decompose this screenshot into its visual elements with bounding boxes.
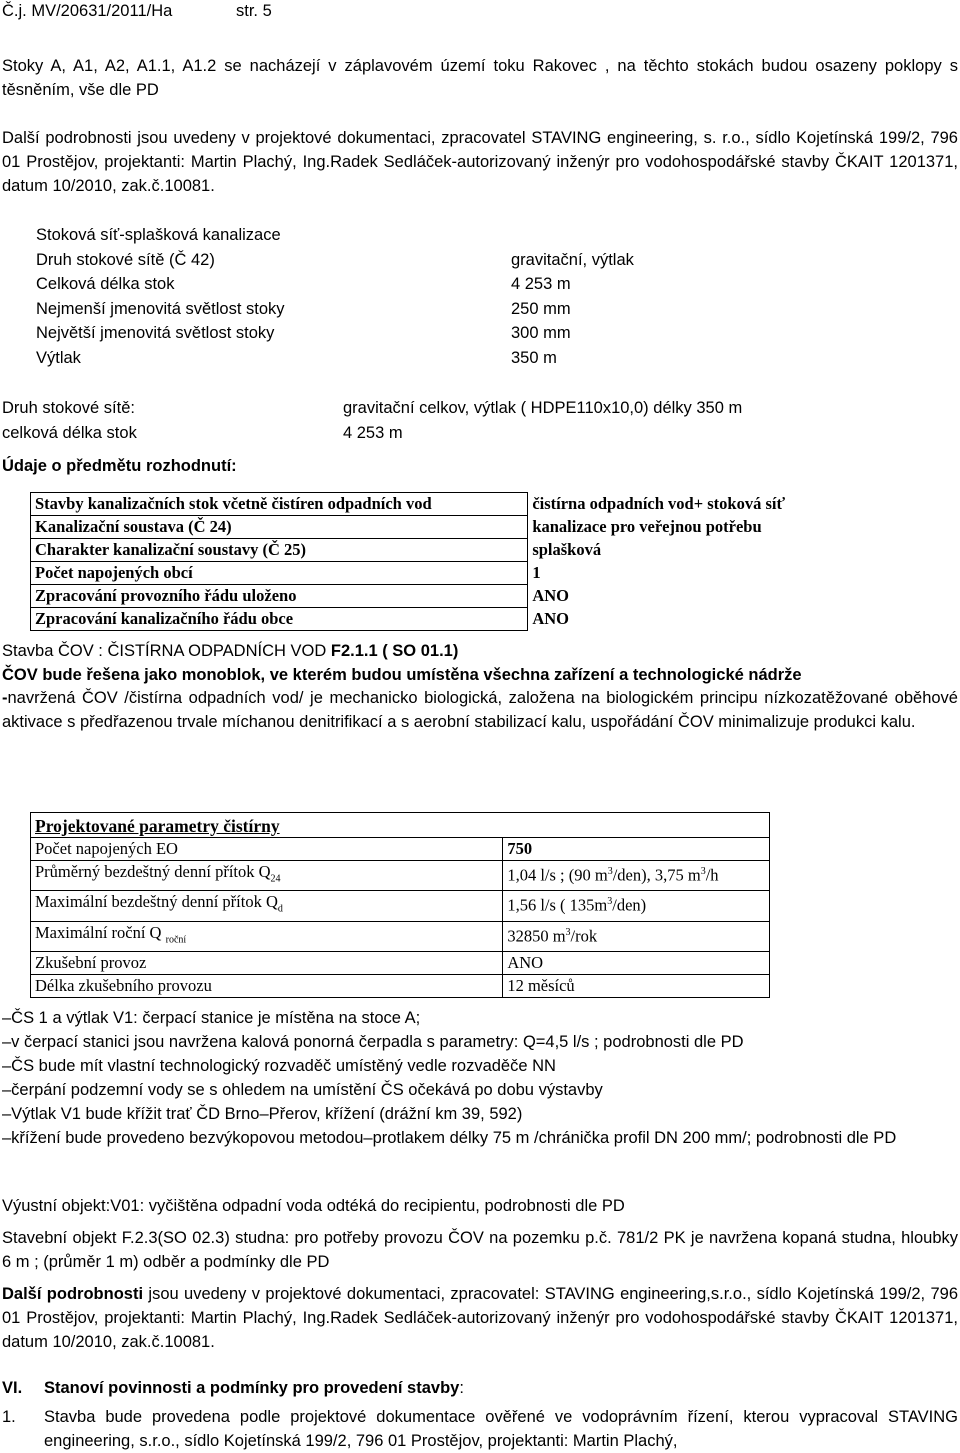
dash: - [2,689,8,707]
page-header [2,0,272,22]
sewer-row [36,346,736,371]
param-label: Maximální roční Q [35,922,166,942]
list-item: –ČS 1 a výtlak V1: čerpací stanice je místěna na stoce A; [2,1009,421,1027]
section-number: VI. [2,1379,23,1397]
parameters-table [30,812,770,998]
param-label: Maximální bezdeštný denní přítok Q [35,892,278,912]
param-label: Zkušební provoz [31,951,503,974]
sewer-row [36,248,736,273]
section-vi-heading [2,1377,958,1399]
decision-label: Kanalizační soustava (Č 24) [31,516,528,539]
table-row [31,608,810,631]
param-value: 32850 m [507,926,566,946]
list-item: –čerpání podzemní vody se s ohledem na umístění ČS očekává po dobu výstavby [2,1081,603,1099]
param-subscript: 24 [270,873,281,885]
superscript: 3 [700,866,706,877]
network-value: gravitační celkov, výtlak ( HDPE110x10,0) délky 350 m [343,399,743,417]
sewer-label: Druh stokové sítě (Č 42) [36,250,215,269]
pump-station-items [2,1006,958,1150]
param-label: Počet napojených EO [31,838,503,861]
condition-1 [2,1405,958,1453]
decision-title: Údaje o předmětu rozhodnutí: [2,457,237,475]
network-label: Druh stokové sítě: [2,399,135,417]
network-label: celková délka stok [2,423,137,442]
sewer-label: Celková délka stok [36,275,175,293]
param-value: 1,56 l/s ( 135m [507,895,608,915]
network-block [2,396,952,445]
colon: : [459,1379,464,1397]
list-item: –ČS bude mít vlastní technologický rozvaděč umístěný vedle rozvaděče NN [2,1057,556,1075]
condition-number: 1. [2,1408,16,1426]
decision-label: Zpracování kanalizačního řádu obce [31,608,528,631]
sewer-network-block [36,223,736,370]
decision-label: Stavby kanalizačních stok včetně čistíren odpadních vod [31,493,528,516]
param-value: /rok [570,926,598,946]
table-row [31,562,810,585]
param-value: /den) [612,895,647,915]
monoblock-statement: ČOV bude řešena jako monoblok, ve kterém budou umístěna všechna zařízení a technologické nádrže [2,665,802,684]
decision-label: Počet napojených obcí [31,562,528,585]
details-paragraph: Další podrobnosti jsou uvedeny v projektové dokumentaci, zpracovatel STAVING engineering, s. r.o., sídlo Kojetínská 199/2, 796 01 Prostějov, projektanti: Martin Plachý, Ing.Radek Sedláček-autorizovaný inženýr pro vodohospodářské stavby ČKAIT 1201371, datum 10/2010, zak.č.10081. [2,129,958,195]
sewer-row [36,321,736,346]
sewer-value: 4 253 m [511,275,571,293]
sewer-row [36,297,736,322]
sewer-title: Stoková síť-splašková kanalizace [36,226,281,244]
wwtp-title: Stavba ČOV : ČISTÍRNA ODPADNÍCH VOD [2,642,331,660]
decision-value: ANO [532,608,569,628]
list-item: –Výtlak V1 bude křížit trať ČD Brno–Přerov, křížení (drážní km 39, 592) [2,1105,523,1123]
well-paragraph: Stavební objekt F.2.3(SO 02.3) studna: pro potřeby provozu ČOV na pozemku p.č. 781/2 PK je navržena kopaná studna, hloubky 6 m ; (průměr 1 m) odběr a podmínky dle PD [2,1229,958,1271]
list-item: –v čerpací stanici jsou navržena kalová ponorná čerpadla s parametry: Q=4,5 l/s ; podrobnosti dle PD [2,1033,744,1051]
sewer-value: gravitační, výtlak [511,250,634,269]
wwtp-title-code: F2.1.1 ( SO 01.1) [330,642,459,660]
table-row [31,516,810,539]
table-row [31,585,810,608]
table-row [31,493,810,516]
flood-zone-paragraph: Stoky A, A1, A2, A1.1, A1.2 se nacházejí v záplavovém území toku Rakovec , na těchto stokách budou osazeny poklopy s těsněním, vše dle PD [2,57,958,99]
further-details-paragraph [2,1282,958,1354]
decision-table [30,492,810,631]
wwtp-description: navržená ČOV /čistírna odpadních vod/ je mechanicko biologická, založena na biologickém principu nízkozatěžované oběhové aktivace s předřazenou trvale míchanou denitrifikací a s aerobní stabilizací kalu, uspořádání ČOV minimalizuje produkci kalu. [2,689,958,731]
parameters-title: Projektované parametry čistírny [35,816,280,836]
param-value: /h [705,865,719,885]
reference-number: Č.j. MV/20631/2011/Ha [2,2,173,20]
param-label: Průměrný bezdeštný denní přítok Q [35,862,271,881]
page-number: str. 5 [236,2,272,20]
sewer-row [36,272,736,297]
intro [2,54,958,198]
network-row [2,396,952,421]
decision-value: splašková [532,539,602,559]
param-label: Délka zkušebního provozu [31,974,503,997]
param-value: ANO [503,951,770,974]
sewer-label: Nejmenší jmenovitá světlost stoky [36,299,285,318]
sewer-value: 250 mm [511,299,571,318]
param-value: 1,04 l/s ; (90 m [507,865,608,885]
decision-value: čistírna odpadních vod+ stoková síť [532,493,786,513]
condition-text: Stavba bude provedena podle projektové dokumentace ověřené ve vodoprávním řízení, kterou vypracoval STAVING engineering, s.r.o., sídlo Kojetínská 199/2, 796 01 Prostějov, projektanti: Martin Plachý, [44,1408,958,1450]
decision-value: ANO [532,585,569,605]
param-subscript: d [277,903,283,915]
decision-label: Charakter kanalizační soustavy (Č 25) [31,539,528,562]
sewer-label: Největší jmenovitá světlost stoky [36,324,275,342]
decision-value: kanalizace pro veřejnou potřebu [532,516,762,536]
outlet-paragraph: Výustní objekt:V01: vyčištěna odpadní voda odtéká do recipientu, podrobnosti dle PD [2,1197,625,1215]
list-item: –křížení bude provedeno bezvýkopovou metodou–protlakem délky 75 m /chránička profil DN 200 mm/; podrobnosti dle PD [2,1129,897,1147]
decision-value: 1 [532,562,541,582]
superscript: 3 [565,926,571,938]
sewer-value: 350 m [511,348,557,367]
network-row [2,421,952,446]
table-row [31,539,810,562]
further-details-text: jsou uvedeny v projektové dokumentaci, zpracovatel: STAVING engineering,s.r.o., sídlo Kojetínská 199/2, 796 01 Prostějov, projektanti: Martin Plachý, Ing.Radek Sedláček-autorizovaný inženýr pro vodohospodářské stavby ČKAIT 1201371, datum 10/2010, zak.č.10081. [2,1285,958,1351]
param-value: 12 měsíců [503,974,770,997]
decision-label: Zpracování provozního řádu uloženo [31,585,528,608]
param-value: 750 [503,838,770,861]
further-details-lead: Další podrobnosti [2,1285,144,1303]
param-value: /den), 3,75 m [612,865,701,885]
superscript: 3 [607,896,613,908]
wwtp-block [2,640,958,734]
network-value: 4 253 m [343,423,403,442]
sewer-value: 300 mm [511,324,571,342]
param-subscript: roční [165,933,187,945]
superscript: 3 [607,866,613,877]
sewer-label: Výtlak [36,348,81,367]
section-title: Stanoví povinnosti a podmínky pro provedení stavby [44,1379,460,1397]
